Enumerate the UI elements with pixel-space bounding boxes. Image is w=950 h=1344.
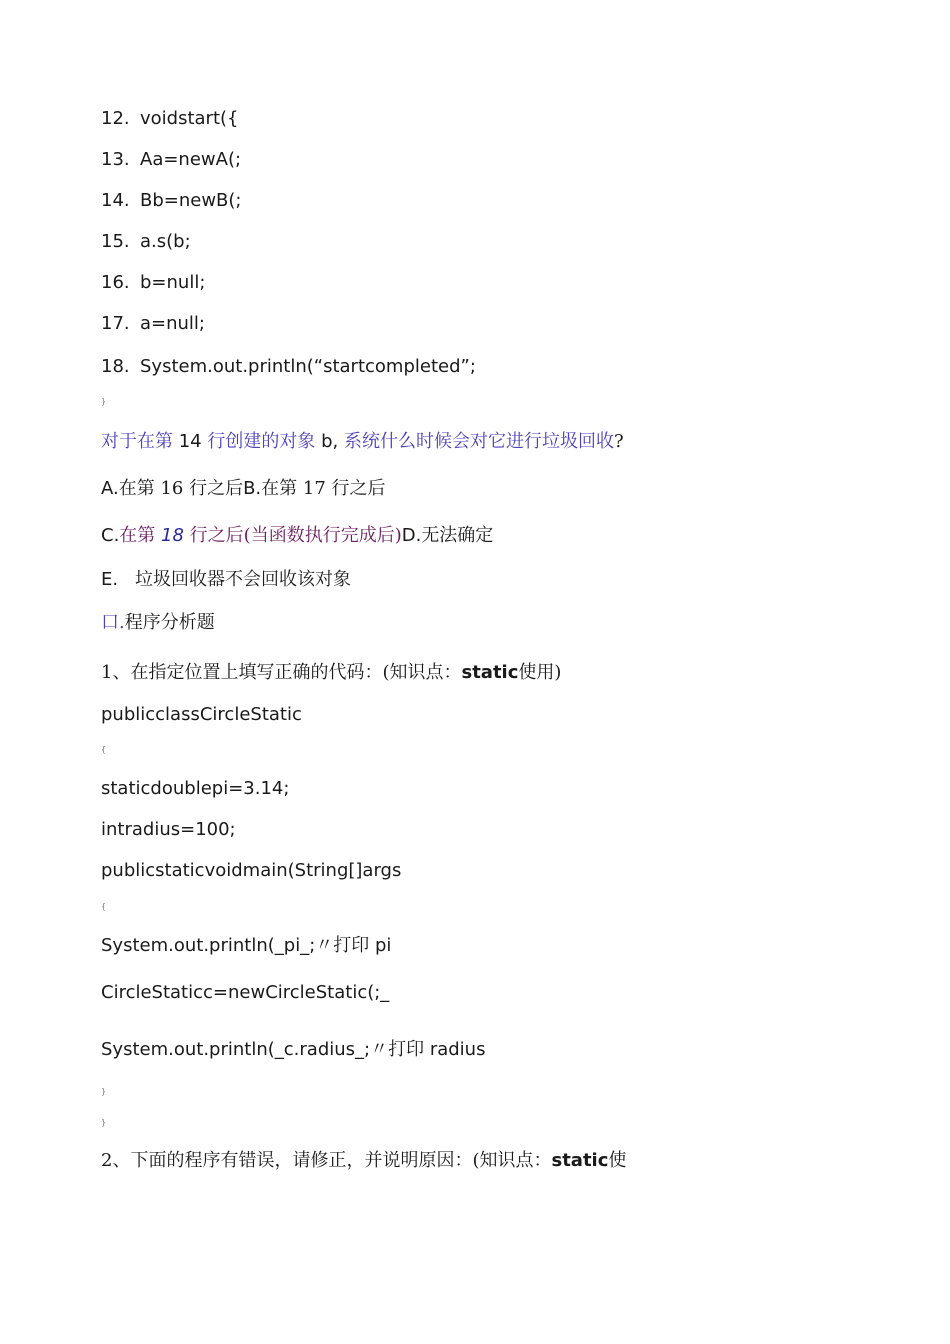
option-d-text: 无法确定 — [421, 525, 494, 546]
task-2-text: 使 — [608, 1150, 627, 1171]
option-a-text: 在第 16 行之后 — [118, 478, 244, 499]
code-print-radius: System.out.println(_c.radius_;〃打印 radius — [101, 1039, 486, 1060]
code-field-radius: intradius=100; — [101, 819, 236, 840]
closing-brace: } — [101, 1087, 107, 1096]
option-ab — [101, 478, 386, 500]
option-a-label: A. — [101, 478, 119, 499]
code-text: Bb=newB(; — [140, 190, 242, 211]
code-text: b=null; — [140, 272, 206, 293]
code-field-pi: staticdoublepi=3.14; — [101, 778, 290, 799]
closing-brace: } — [101, 1118, 107, 1127]
question-var: b, — [321, 431, 339, 452]
line-number: 17. — [101, 313, 130, 334]
code-line-12 — [101, 108, 239, 130]
code-line-15 — [101, 231, 191, 253]
task-1 — [101, 662, 561, 684]
option-e-text: 垃圾回收器不会回收该对象 — [135, 569, 351, 590]
code-text: a=null; — [140, 313, 205, 334]
code-text: System.out.println(“startcompleted”; — [140, 356, 476, 377]
question-part: 系统什么时候会对它进行垃圾回收 — [344, 431, 614, 452]
code-line-13 — [101, 149, 241, 171]
code-line-18 — [101, 356, 476, 378]
section-title: 程序分析题 — [124, 612, 215, 633]
code-line-17 — [101, 313, 205, 335]
code-line-16 — [101, 272, 205, 294]
code-print-pi: System.out.println(_pi_;〃打印 pi — [101, 935, 392, 956]
line-number: 12. — [101, 108, 130, 129]
task-1-text: 1、在指定位置上填写正确的代码：(知识点： — [101, 662, 462, 683]
question-mark: ? — [614, 431, 624, 452]
option-e-label: E. — [101, 569, 119, 590]
open-brace: { — [101, 902, 107, 911]
option-c-text: 行之后(当函数执行完成后) — [189, 525, 402, 546]
question-part: 对于在第 — [101, 431, 173, 452]
question-text — [101, 431, 624, 453]
open-brace: { — [101, 745, 107, 754]
option-e — [101, 569, 351, 591]
question-line-number: 14 — [178, 431, 202, 452]
code-text: a.s(b; — [140, 231, 191, 252]
option-c-label: C. — [101, 525, 120, 546]
code-new-object: CircleStaticc=newCircleStatic(;_ — [101, 982, 390, 1003]
option-b-text: 在第 17 行之后 — [261, 478, 386, 499]
option-c-text: 在第 — [119, 525, 156, 546]
code-line-14 — [101, 190, 242, 212]
section-prefix: 口. — [101, 612, 125, 633]
closing-brace: } — [101, 397, 107, 406]
option-cd — [101, 525, 493, 547]
section-heading — [101, 612, 215, 634]
option-d-label: D. — [401, 525, 422, 546]
task-2-keyword: static — [551, 1150, 609, 1171]
question-part: 行创建的对象 — [207, 431, 316, 452]
code-text: Aa=newA(; — [140, 149, 242, 170]
task-1-text: 使用) — [518, 662, 562, 683]
option-c-number: 18 — [161, 525, 184, 546]
line-number: 14. — [101, 190, 130, 211]
task-2 — [101, 1150, 626, 1172]
line-number: 18. — [101, 356, 130, 377]
task-2-text: 2、下面的程序有错误，请修正，并说明原因：(知识点： — [101, 1150, 552, 1171]
option-b-label: B. — [243, 478, 262, 499]
line-number: 13. — [101, 149, 130, 170]
code-text: voidstart({ — [140, 108, 239, 129]
code-main-decl: publicstaticvoidmain(String[]args — [101, 860, 402, 881]
line-number: 15. — [101, 231, 130, 252]
line-number: 16. — [101, 272, 130, 293]
task-1-keyword: static — [461, 662, 519, 683]
code-class-decl: publicclassCircleStatic — [101, 704, 302, 725]
